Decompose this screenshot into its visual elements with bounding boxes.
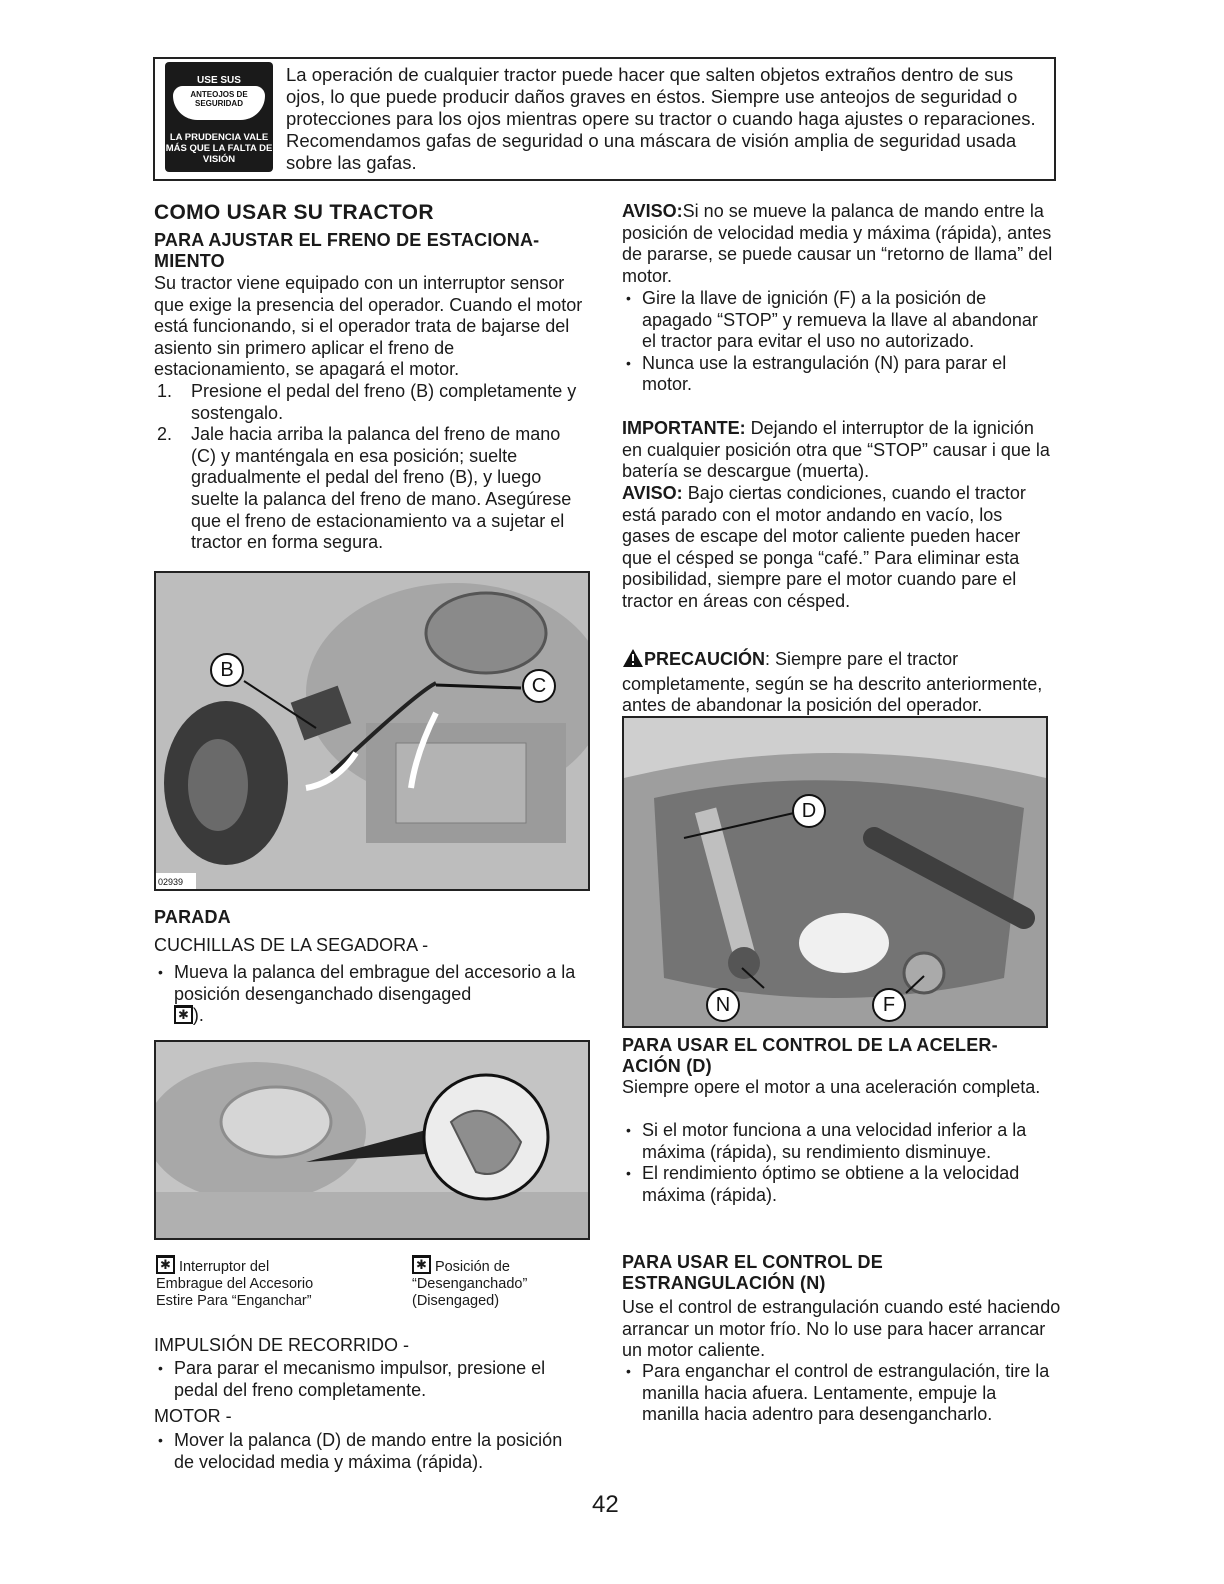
parking-brake-heading: PARA AJUSTAR EL FRENO DE ESTACIONA-MIENTO [154,230,540,271]
warning-text: La operación de cualquier tractor puede hacer que salten objetos extraños dentro de sus ojos, lo que puede producir daños graves en éstos. Siempre use anteojos de seguridad o protecciones para los ojos mientras opere su tractor o cuando haga ajustes o reparaciones. Recomendamos gafas de seguridad o una máscara de visión amplia de seguridad usada sobre las gafas. [286,64,1036,173]
list-item: 2. Jale hacia arriba la palanca del freno de mano (C) y manténgala en esa posición; suelte gradualmente el pedal del freno (B), y luego suelte la palanca del freno de mano. Asegúrese que el freno de estacionamiento va a sujetar el tractor en forma segura. [157,424,572,553]
parking-brake-intro: Su tractor viene equipado con un interruptor sensor que exige la presencia del operador. Cuando el motor está funcionando, si el operador trata de bajarse del asiento sin primero aplicar el freno de estacionamiento, se apagará el motor. [154,273,583,380]
stop-heading: PARADA [154,907,231,927]
caution-paragraph: PRECAUCIÓN: Siempre pare el tractor completamente, según se ha descrito anteriormente, antes de abandonar la posición del operador. [622,649,1043,716]
list-item: • Si el motor funciona a una velocidad inferior a la máxima (rápida), su rendimiento disminuye. [622,1120,1054,1163]
dashboard-illustration [624,718,1046,1026]
ground-drive-list [154,1358,594,1401]
aviso-paragraph-2: AVISO: Bajo ciertas condiciones, cuando el tractor está parado con el motor andando en vacío, los gases de escape del motor caliente pueden hacer que el césped se ponga “café.” Para eliminar esta posibilidad, siempre pare el motor cuando pare el tractor en áreas con césped. [622,483,1026,611]
aviso-paragraph-1: AVISO:Si no se mueve la palanca de mando entre la posición de velocidad media y máxima (rápida), antes de pararse, se puede causar un “retorno de llama” del motor. [622,201,1053,286]
pto-figure [154,1040,590,1240]
attachment-clutch-icon: ✱ [412,1255,431,1274]
page-number: 42 [592,1491,619,1518]
caution-triangle-icon [622,648,644,674]
list-item: • Nunca use la estrangulación (N) para parar el motor. [622,353,1054,396]
importante-paragraph: IMPORTANTE: Dejando el interruptor de la ignición en cualquier posición otra que “STOP” causar i que la batería se descargue (muerta). [622,418,1050,482]
safety-warning-box [153,57,1056,181]
stop-bullets [622,288,1054,396]
callout-d: D [792,794,826,828]
list-item: • Gire la llave de ignición (F) a la posición de apagado “STOP” y remueva la llave al abandonar el tractor para evitar el uso no autorizado. [622,288,1054,353]
choke-intro: Use el control de estrangulación cuando esté haciendo arrancar un motor frío. No lo use para hacer arrancar un motor caliente. [622,1297,1061,1361]
list-item: • Para enganchar el control de estrangulación, tire la manilla hacia afuera. Lentamente, empuje la manilla hacia adentro para desengancharlo. [622,1361,1054,1426]
brake-illustration [156,573,588,889]
attachment-clutch-icon: ✱ [174,1005,193,1024]
clutch-caption-left: ✱ Interruptor del Embrague del Accesorio Estire Para “Enganchar” [156,1257,314,1309]
callout-c: C [522,669,556,703]
throttle-bullets [622,1120,1054,1206]
pto-illustration [156,1042,588,1238]
choke-heading: PARA USAR EL CONTROL DE ESTRANGULACIÓN (N) [622,1252,883,1293]
parking-brake-steps [157,381,587,554]
engine-label: MOTOR - [154,1406,232,1426]
brake-figure [154,571,590,891]
callout-n: N [706,988,740,1022]
list-item: • Mueva la palanca del embrague del accesorio a la posición desenganchado disengaged ✱ ). [154,962,594,1027]
section-title: COMO USAR SU TRACTOR [154,201,434,224]
dashboard-figure [622,716,1048,1028]
list-item: • El rendimiento óptimo se obtiene a la velocidad máxima (rápida). [622,1163,1054,1206]
callout-b: B [210,653,244,687]
engine-list [154,1430,574,1473]
callout-f: F [872,988,906,1022]
figure-code: 02939 [158,877,184,887]
list-item: • Para parar el mecanismo impulsor, presione el pedal del freno completamente. [154,1358,594,1401]
safety-glasses-badge-icon: USE SUS ANTEOJOS DE SEGURIDAD LA PRUDENCIA VALE MÁS QUE LA FALTA DE VISIÓN [165,62,273,172]
list-item: 1. Presione el pedal del freno (B) completamente y sostengalo. [157,381,577,423]
choke-bullets [622,1361,1054,1426]
attachment-clutch-icon: ✱ [156,1255,175,1274]
throttle-intro: Siempre opere el motor a una aceleración completa. [622,1077,1041,1097]
clutch-caption-right: ✱ Posición de “Desenganchado” (Disengaged) [412,1257,528,1309]
blades-list [154,962,594,1027]
ground-drive-label: IMPULSIÓN DE RECORRIDO - [154,1335,410,1355]
list-item: • Mover la palanca (D) de mando entre la posición de velocidad media y máxima (rápida). [154,1430,574,1473]
throttle-heading: PARA USAR EL CONTROL DE LA ACELER-ACIÓN (D) [622,1035,998,1076]
blades-label: CUCHILLAS DE LA SEGADORA - [154,935,429,955]
